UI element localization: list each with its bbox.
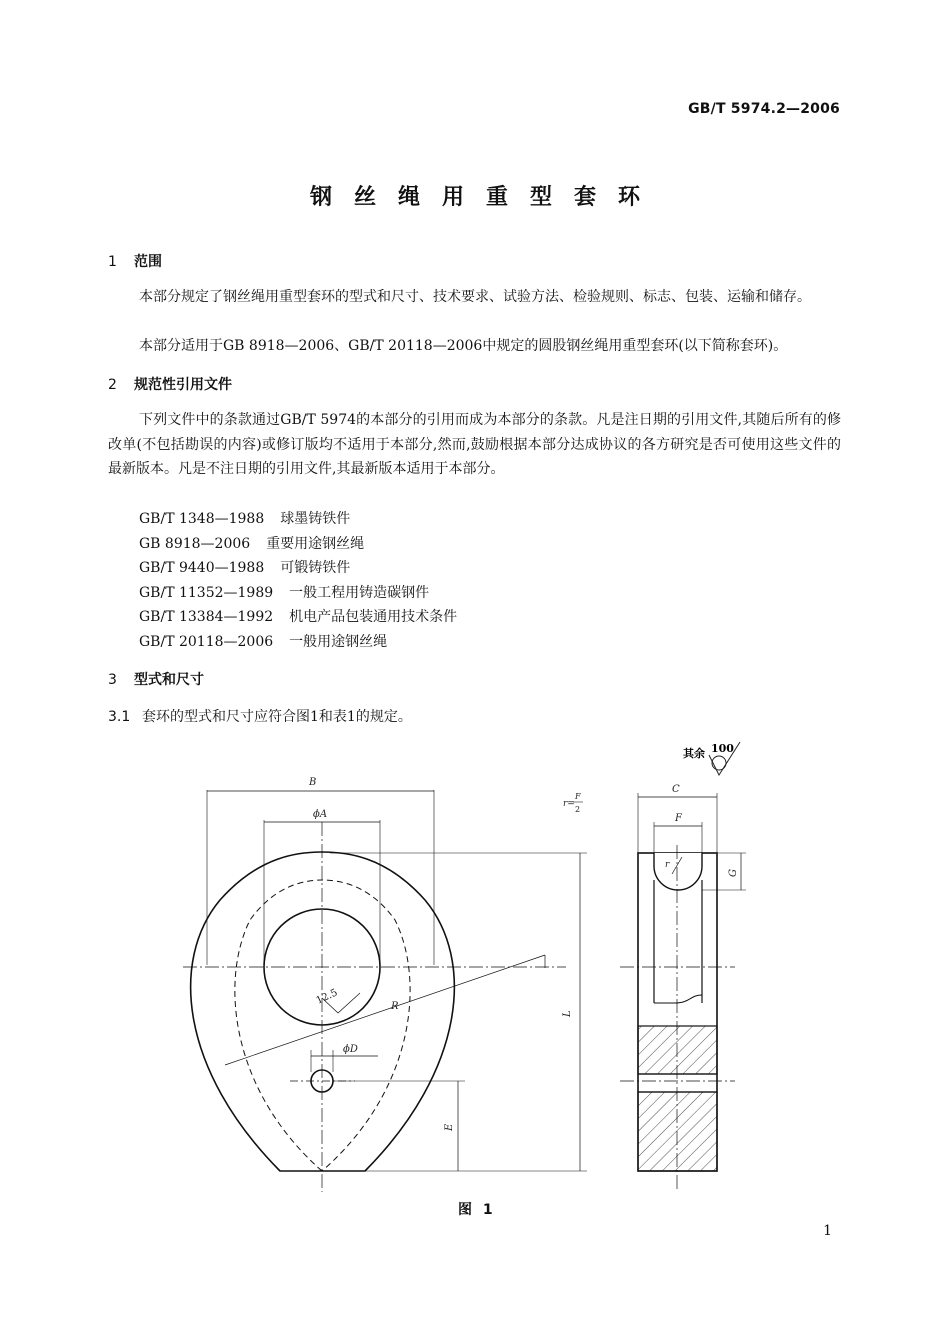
label-l: L bbox=[562, 1010, 573, 1017]
reference-code: GB/T 20118—2006 bbox=[139, 634, 274, 650]
label-r-eq: r= bbox=[563, 799, 575, 809]
hatched-section bbox=[638, 1092, 717, 1171]
front-view bbox=[183, 790, 587, 1192]
section-number: 2 bbox=[108, 377, 117, 393]
reference-code: GB/T 11352—1989 bbox=[139, 585, 274, 601]
section-title: 规范性引用文件 bbox=[134, 377, 232, 393]
reference-title: 机电产品包装通用技术条件 bbox=[289, 609, 458, 625]
label-phi-a: ϕA bbox=[313, 809, 328, 820]
groove-profile bbox=[654, 853, 702, 890]
reference-code: GB/T 9440—1988 bbox=[139, 560, 265, 576]
standard-code: GB/T 5974.2—2006 bbox=[688, 101, 840, 117]
reference-title: 一般工程用铸造碳钢件 bbox=[289, 585, 430, 601]
hatched-section bbox=[638, 1026, 717, 1074]
label-r-frac-num: F bbox=[575, 792, 581, 801]
label-r-frac-den: 2 bbox=[575, 805, 581, 814]
section-1-paragraph-2: 本部分适用于GB 8918—2006、GB/T 20118—2006中规定的圆股钢丝绳用重型套环(以下简称套环)。 bbox=[139, 338, 788, 354]
label-fillet: 12.5 bbox=[314, 987, 340, 1007]
reference-title: 一般用途钢丝绳 bbox=[289, 634, 388, 650]
reference-code: GB/T 13384—1992 bbox=[139, 609, 274, 625]
section-title: 型式和尺寸 bbox=[134, 672, 204, 688]
figure-caption: 图 1 bbox=[458, 1202, 496, 1218]
reference-code: GB 8918—2006 bbox=[139, 536, 251, 552]
section-number: 1 bbox=[108, 254, 117, 270]
roughness-label: 其余 bbox=[683, 747, 705, 760]
clause-number: 3.1 bbox=[108, 709, 131, 725]
roughness-symbol bbox=[683, 742, 740, 775]
reference-code: GB/T 1348—1988 bbox=[139, 511, 265, 527]
document-title: 钢丝绳用重型套环 bbox=[309, 185, 662, 210]
label-c: C bbox=[672, 784, 680, 795]
label-e: E bbox=[444, 1123, 455, 1131]
section-1-paragraph-1: 本部分规定了钢丝绳用重型套环的型式和尺寸、技术要求、试验方法、检验规则、标志、包装、运输和储存。 bbox=[139, 289, 811, 305]
radius-line bbox=[225, 955, 545, 1065]
label-b: B bbox=[309, 777, 317, 788]
reference-title: 球墨铸铁件 bbox=[280, 511, 351, 527]
roughness-value: 100 bbox=[711, 742, 734, 755]
section-title: 范围 bbox=[134, 254, 162, 270]
clause-text: 套环的型式和尺寸应符合图1和表1的规定。 bbox=[142, 709, 412, 725]
thimble-outline bbox=[191, 852, 455, 1171]
dimension-labels bbox=[308, 777, 739, 1132]
groove-transition bbox=[654, 995, 702, 1003]
label-g: G bbox=[728, 869, 739, 877]
reference-title: 可锻铸铁件 bbox=[280, 560, 351, 576]
side-view bbox=[620, 793, 746, 1190]
label-r: R bbox=[391, 1001, 399, 1012]
label-f: F bbox=[675, 813, 682, 824]
section-2-paragraph-1: 下列文件中的条款通过GB/T 5974的本部分的引用而成为本部分的条款。凡是注日期的引用文件,其随后所有的修改单(不包括勘误的内容)或修订版均不适用于本部分,然而,鼓励根据本部分达成协议的各方研究是否可使用这些文件的最新版本。凡是不注日期的引用文件,其最新版本适用于本部分。 bbox=[108, 412, 841, 477]
label-phi-d: ϕD bbox=[343, 1044, 358, 1055]
label-small-r: r bbox=[665, 860, 670, 870]
page-number: 1 bbox=[823, 1223, 832, 1239]
section-number: 3 bbox=[108, 672, 117, 688]
reference-title: 重要用途钢丝绳 bbox=[266, 536, 365, 552]
